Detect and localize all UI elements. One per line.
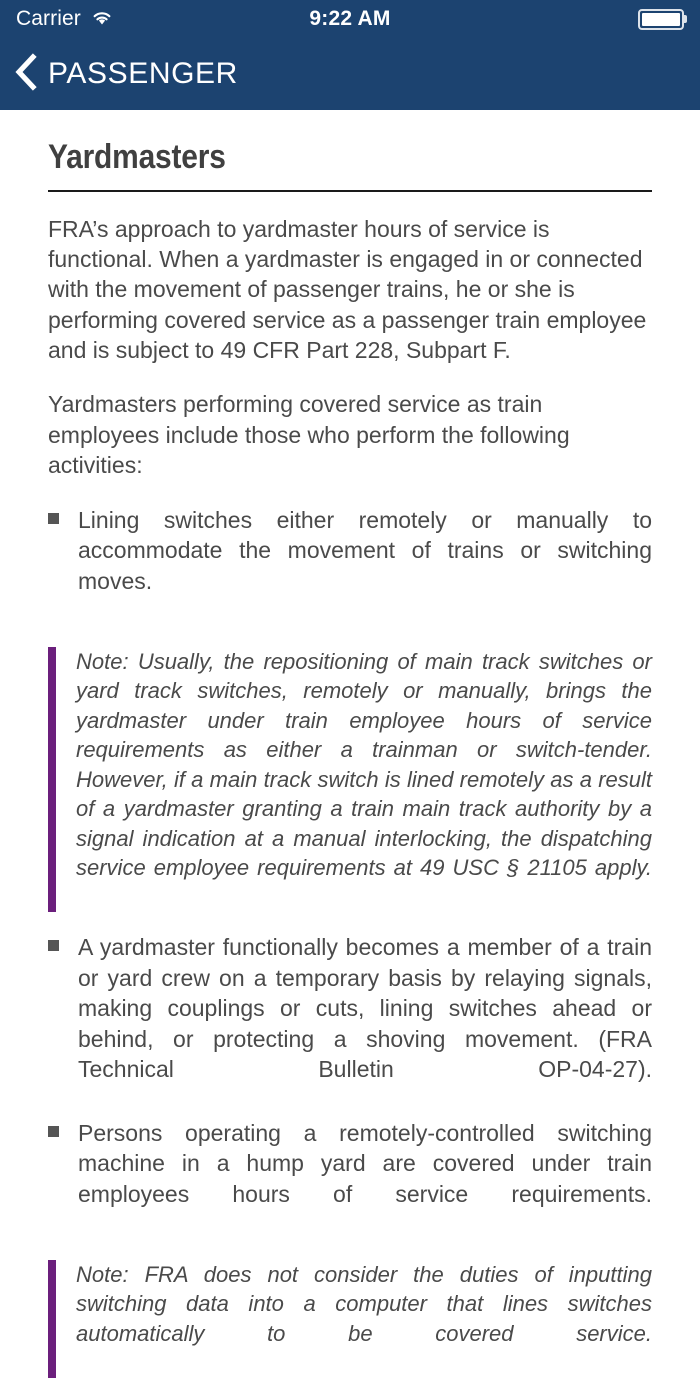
activities-list-continued [48, 932, 652, 1240]
list-item [48, 932, 652, 1115]
paragraph-intro: FRA’s approach to yardmaster hours of service is functional. When a yardmaster is engaged in or connected with the movement of passenger trains, he or she is performing covered service as a passenger train employee and is subject to 49 CFR Part 228, Subpart F. [48, 215, 647, 364]
page-title: Yardmasters [48, 138, 226, 176]
list-item [48, 1118, 652, 1240]
note-text: Note: Usually, the repositioning of main track switches or yard track switches, remotely or manually, brings the yardmaster under train employee hours of service requirements as either a trainman or switch-tender. However, if a main track switch is lined remotely as a result of a yardmaster granting a train main track authority by a signal indication at a manual interlocking, the dispatching service employee requirements at 49 USC § 21105 apply. [76, 648, 652, 881]
article-content [0, 110, 700, 1346]
note-accent-bar [48, 647, 56, 912]
activities-list [48, 505, 652, 627]
carrier-label: Carrier [16, 7, 81, 30]
list-item [48, 505, 652, 627]
note-accent-bar [48, 1260, 56, 1378]
square-bullet-icon [48, 1118, 78, 1240]
chevron-left-icon [14, 54, 36, 95]
title-divider [48, 190, 652, 192]
battery-full-icon [638, 9, 684, 30]
list-item-text: Persons operating a remotely-controlled switching machine in a hump yard are covered under train employees hours of service requirements. [78, 1119, 652, 1207]
back-button-label: PASSENGER [48, 57, 238, 90]
square-bullet-icon [48, 505, 78, 627]
paragraph-activities-lead: Yardmasters performing covered service as train employees include those who perform the following activities: [48, 391, 570, 479]
list-item-text: Lining switches either remotely or manually to accommodate the movement of trains or switching moves. [78, 506, 652, 594]
status-bar-time: 9:22 AM [309, 7, 391, 30]
list-item-text: A yardmaster functionally becomes a member of a train or yard crew on a temporary basis by relaying signals, making couplings or cuts, lining switches ahead or behind, or protecting a shoving movement. (FRA Technical Bulletin OP-04-27). [78, 934, 652, 1083]
back-button[interactable] [14, 54, 238, 95]
square-bullet-icon [48, 932, 78, 1115]
note-block [48, 647, 652, 912]
status-bar [0, 0, 700, 38]
status-bar-left [16, 7, 114, 31]
navigation-bar [0, 38, 700, 110]
note-block [48, 1260, 652, 1378]
wifi-icon [90, 8, 114, 31]
status-bar-right [638, 9, 684, 30]
note-text: Note: FRA does not consider the duties of inputting switching data into a computer that lines switches automatically to be covered service. [76, 1261, 652, 1346]
